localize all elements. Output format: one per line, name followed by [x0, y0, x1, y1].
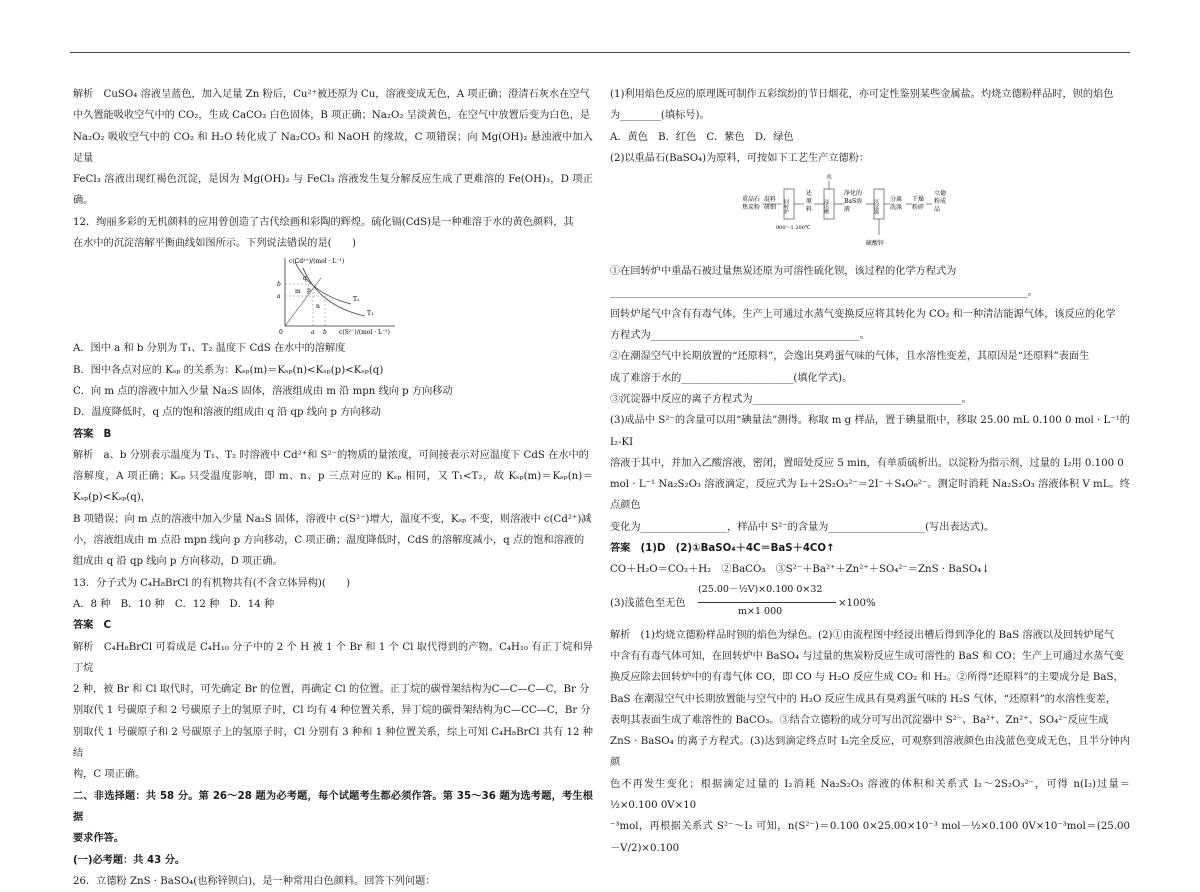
analysis-line: 解析 C₄H₈BrCl 可看成是 C₄H₁₀ 分子中的 2 个 H 被 1 个 Br 和 1 个 Cl 取代得到的产物。C₄H₁₀ 有正丁烷和异丁烷	[73, 641, 593, 674]
question-line: __________________________________________________________________________________。	[610, 287, 1038, 299]
analysis-line: 中含有有毒气体可知，在回转炉中 BaSO₄ 与过量的焦炭粉反应生成可溶性的 BaS 和 CO；生产上可通过水蒸气变	[610, 650, 1124, 662]
analysis-line: 表明其表面生成了难溶性的 BaCO₃。③结合立德粉的成分可写出沉淀器中 S²⁻、Ba²⁺、Zn²⁺、SO₄²⁻反应生成	[610, 714, 1109, 726]
question-line: 方程式为_________________________________________。	[610, 330, 870, 342]
axis-mark-a: a	[277, 293, 281, 301]
analysis-line: Na₂O₂ 吸收空气中的 CO₂ 和 H₂O 转化成了 Na₂CO₃ 和 NaOH 的缘故，C 项错误；向 Mg(OH)₂ 悬浊液中加入足量	[73, 131, 593, 164]
analysis-line: 中久置能吸收空气中的 CO₂，生成 CaCO₃ 白色固体，B 项正确；Na₂O₂ 呈淡黄色，在空气中放置后变为白色，是	[73, 110, 591, 122]
analysis-line: FeCl₃ 溶液出现红褐色沉淀，是因为 Mg(OH)₂ 与 FeCl₃ 溶液发生复分解反应生成了更难溶的 Fe(OH)₃，D 项正确。	[73, 174, 593, 207]
answer-26-line: CO＋H₂O＝CO₂＋H₂ ②BaCO₃ ③S²⁻＋Ba²⁺＋Zn²⁺＋SO₄²⁻＝ZnS · BaSO₄↓	[610, 564, 990, 576]
section-heading: 要求作答。	[73, 833, 124, 845]
solubility-curve-figure	[73, 254, 593, 338]
analysis-line: BaS 在潮湿空气中长期放置能与空气中的 H₂O 反应生成具有臭鸡蛋气味的 H₂S 气体，“还原料”的水溶性变差，	[610, 693, 1117, 705]
left-column	[73, 84, 593, 892]
question-line: 变化为_________________，样品中 S²⁻的含量为___________________(写出表达式)。	[610, 521, 995, 533]
flow-raw2: 焦炭粉	[742, 204, 761, 212]
axis-mark-b: b	[277, 281, 281, 289]
question-line: 成了难溶于水的______________________(填化学式)。	[610, 372, 853, 384]
question-13-stem: 13．分子式为 C₄H₈BrCl 的有机物共有(不含立体异构)( )	[73, 577, 351, 589]
question-line: ②在潮湿空气中长期放置的“还原料”，会逸出臭鸡蛋气味的气体，且水溶性变差，其原因是“还原料”表面生	[610, 351, 1090, 363]
point-m: m	[295, 288, 301, 296]
flow-product3: 品	[934, 206, 941, 214]
origin-label: 0	[279, 329, 283, 337]
question-13-options: A．8 种 B．10 种 C．12 种 D．14 种	[73, 598, 275, 610]
analysis-line: 组成由 q 沿 qp 线向 p 方向移动，D 项正确。	[73, 556, 283, 568]
option-a: A．图中 a 和 b 分别为 T₁、T₂ 温度下 CdS 在水中的溶解度	[73, 343, 346, 355]
analysis-line: 溶解度，A 项正确；Kₛₚ 只受温度影响，即 m、n、p 三点对应的 Kₛₚ 相同，又 T₁<T₂，故 Kₛₚ(m)＝Kₛₚ(n)＝Kₛₚ(p)<Kₛₚ(q)，	[73, 471, 593, 504]
flow-sep2: 洗涤	[890, 204, 903, 212]
part-1-line: (1)利用焰色反应的原理既可制作五彩缤纷的节日烟花，亦可定性鉴别某些金属盐。灼烧立德粉样品时，钡的焰色	[610, 89, 1114, 100]
question-12-stem: 12．绚丽多彩的无机颜料的应用曾创造了古代绘画和彩陶的辉煌。硫化镉(CdS)是一种难溶于水的黄色颜料，其	[73, 216, 574, 228]
answer-13: 答案 C	[73, 620, 112, 632]
flow-reduce1: 还	[806, 190, 813, 198]
flow-zinc: 硫酸锌	[866, 240, 885, 248]
part-2-intro: (2)以重晶石(BaSO₄)为原料，可按如下工艺生产立德粉：	[610, 152, 870, 164]
analysis-line: 色不再发生变化；根据滴定过量的 I₂消耗 Na₂S₂O₃ 溶液的体积和关系式 I₂～2S₂O₃²⁻，可得 n(I₂)过量＝½×0.100 0V×10	[610, 778, 1130, 812]
analysis-line: 别取代 1 号碳原子和 2 号碳原子上的氢原子时，Cl 分别有 3 种和 1 种位置关系，综上可知 C₄H₈BrCl 共有 12 种结	[73, 726, 593, 760]
x-axis-label: c(S²⁻)/(mol · L⁻¹)	[339, 329, 390, 337]
analysis-line: B 项错误；向 m 点的溶液中加入少量 Na₂S 固体，溶液中 c(S²⁻)增大，温度不变，Kₛₚ 不变，则溶液中 c(Cd²⁺)减	[73, 513, 592, 525]
analysis-line: 解析 CuSO₄ 溶液呈蓝色，加入足量 Zn 粉后，Cu²⁺被还原为 Cu，溶液变成无色，A 项正确；澄清石灰水在空气	[73, 89, 590, 100]
question-line: mol · L⁻¹ Na₂S₂O₃ 溶液滴定，反应式为 I₂＋2S₂O₃²⁻＝2I⁻＋S₄O₆²⁻。测定时消耗 Na₂S₂O₃ 溶液体积 V mL。终点颜色	[610, 479, 1130, 512]
analysis-line: 解析 a、b 分别表示温度为 T₁、T₂ 时溶液中 Cd²⁺和 S²⁻的物质的量浓度，可间接表示对应温度下 CdS 在水中的	[73, 449, 589, 461]
flow-product: 立德	[934, 190, 947, 198]
curve-label-t1: T₁	[367, 310, 374, 318]
question-line: ①在回转炉中重晶石被过量焦炭还原为可溶性硫化钡，该过程的化学方程式为	[610, 266, 957, 278]
flowchart-svg	[740, 171, 960, 259]
option-c: C．向 m 点的溶液中加入少量 Na₂S 固体，溶液组成由 m 沿 mpn 线向 p 方向移动	[73, 385, 453, 397]
analysis-line: 别取代 1 号碳原子和 2 号碳原子上的氢原子时，Cl 均有 4 种位置关系，异丁烷的碳骨架结构为C—CC—C，Br 分	[73, 705, 591, 717]
flow-dry2: 粉碎	[912, 204, 925, 212]
question-line: (3)成品中 S²⁻的含量可以用“碘量法”测得。称取 m g 样品，置于碘量瓶中，移取 25.00 mL 0.100 0 mol · L⁻¹的 I₂-KI	[610, 415, 1130, 448]
flow-temp: 900～1 200℃	[776, 225, 811, 232]
answer-3-suffix: ×100%	[838, 597, 876, 609]
flow-purify2: BaS溶	[844, 198, 863, 206]
flow-raw: 重晶石	[742, 196, 761, 204]
question-line: 回转炉尾气中含有有毒气体，生产上可通过水蒸气变换反应将其转化为 CO₂ 和一种清洁能源气体，该反应的化学	[610, 308, 1116, 320]
analysis-line: 换反应除去回转炉中的有毒气体 CO，即 CO 与 H₂O 反应生成 CO₂ 和 H₂。②所得“还原料”的主要成分是 BaS，	[610, 672, 1124, 684]
flow-precip: 沉淀器	[873, 199, 879, 215]
question-line: ③沉淀器中反应的离子方程式为_________________________________________。	[610, 393, 972, 405]
right-column	[610, 84, 1130, 859]
analysis-line: ZnS · BaSO₄ 的离子方程式。(3)达到滴定终点时 I₂完全反应，可观察到溶液颜色由浅蓝色变成无色，且半分钟内颜	[610, 736, 1130, 769]
y-axis-label: c(Cd²⁺)/(mol · L⁻¹)	[289, 258, 345, 266]
solubility-curve-svg	[273, 254, 403, 338]
analysis-line: 2 种，被 Br 和 Cl 取代时，可先确定 Br 的位置，再确定 Cl 的位置。正丁烷的碳骨架结构为C—C—C—C，Br 分	[73, 684, 590, 696]
answer-26: 答案 (1)D (2)①BaSO₄＋4C＝BaS＋4CO↑	[610, 543, 835, 555]
section-heading: 二、非选择题：共 58 分。第 26～28 题为必考题，每个试题考生都必须作答。第 35～36 题为选考题，考生根据	[73, 790, 593, 823]
flow-reduce3: 料	[806, 206, 813, 214]
flow-purify: 净化的	[844, 190, 863, 198]
flow-mix: 混料	[764, 196, 777, 204]
flow-dry: 干燥	[912, 196, 925, 204]
x-mark-a: a	[311, 329, 315, 337]
flow-reduce2: 原	[806, 198, 813, 206]
analysis-line: 小，溶液组成由 m 点沿 mpn 线向 p 方向移动，C 项正确；温度降低时，CdS 的溶解度减小，q 点的饱和溶液的	[73, 535, 585, 547]
header-rule	[70, 52, 1130, 53]
analysis-line: 构，C 项正确。	[73, 769, 146, 781]
flow-mix2: 研细	[764, 204, 777, 212]
process-flowchart	[610, 169, 1130, 261]
flow-purify3: 液	[844, 206, 851, 214]
point-q: q	[303, 275, 307, 283]
part-1-line: 为________(填标号)。	[610, 110, 710, 122]
curve-label-t2: T₂	[353, 296, 360, 304]
flow-leach: 浸出槽	[823, 199, 829, 215]
answer-3-prefix: (3)浅蓝色至无色	[610, 597, 686, 609]
part-1-options: A．黄色 B．红色 C．紫色 D．绿色	[610, 131, 794, 143]
option-d: D．温度降低时，q 点的饱和溶液的组成由 q 沿 qp 线向 p 方向移动	[73, 407, 381, 419]
flow-sep: 分离	[890, 196, 903, 204]
option-b: B．图中各点对应的 Kₛₚ 的关系为：Kₛₚ(m)＝Kₛₚ(n)<Kₛₚ(p)<Kₛₚ(q)	[73, 364, 384, 376]
flow-furnace: 回转炉	[783, 199, 789, 215]
fraction-denominator: m×1 000	[738, 605, 783, 617]
question-26-stem: 26．立德粉 ZnS · BaSO₄(也称锌钡白)，是一种常用白色颜料。回答下列问题：	[73, 875, 436, 887]
subsection-heading: (一)必考题：共 43 分。	[73, 854, 186, 866]
question-line: 溶液于其中，并加入乙酸溶液，密闭，置暗处反应 5 min，有单质硫析出。以淀粉为指示剂，过量的 I₂用 0.100 0	[610, 457, 1124, 469]
flow-product2: 粉成	[934, 198, 947, 206]
fraction-numerator: (25.00－½V)×0.100 0×32	[698, 583, 823, 595]
point-p: p	[307, 287, 311, 295]
analysis-line: 解析 (1)灼烧立德粉样品时钡的焰色为绿色。(2)①由流程图中经浸出槽后得到净化的 BaS 溶液以及回转炉尾气	[610, 629, 1115, 641]
analysis-line: ⁻³mol，再根据关系式 S²⁻～I₂ 可知，n(S²⁻)＝0.100 0×25.00×10⁻³ mol－½×0.100 0V×10⁻³mol＝(25.00－V/2)×0.100	[610, 821, 1130, 854]
question-12-stem: 在水中的沉淀溶解平衡曲线如图所示。下列说法错误的是( )	[73, 238, 357, 250]
x-mark-b: b	[323, 329, 327, 337]
flow-water: 水	[826, 174, 833, 182]
point-n: n	[316, 303, 320, 311]
answer-12: 答案 B	[73, 428, 112, 440]
answer-fraction	[610, 581, 1130, 625]
